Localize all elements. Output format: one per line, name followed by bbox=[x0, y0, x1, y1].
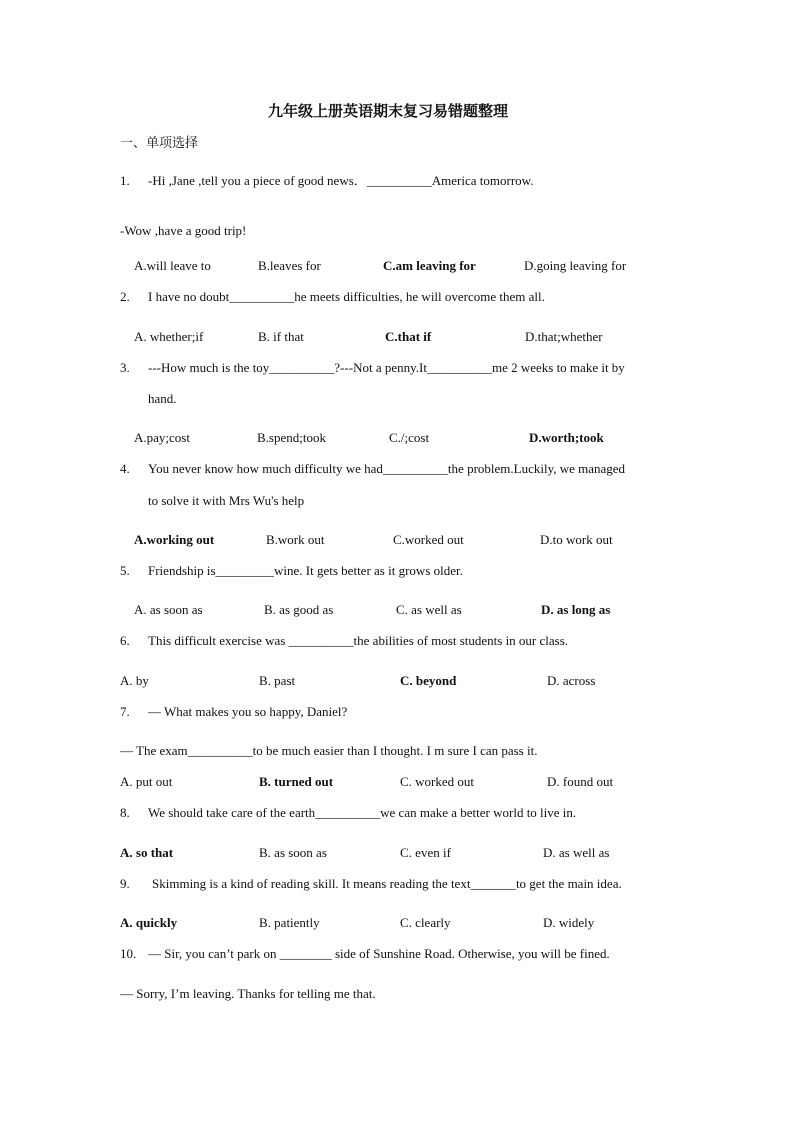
question-number: 10. bbox=[120, 946, 137, 961]
option-d: D.going leaving for bbox=[524, 258, 627, 273]
question-text-continued: to solve it with Mrs Wu's help bbox=[148, 493, 305, 508]
option-b: B. as soon as bbox=[259, 845, 327, 860]
option-a: A.will leave to bbox=[134, 258, 211, 273]
option-a: A. by bbox=[120, 673, 149, 688]
question-reply: — The exam__________to be much easier than I thought. I m sure I can pass it. bbox=[120, 743, 538, 758]
question-reply: — Sorry, I’m leaving. Thanks for telling me that. bbox=[120, 986, 376, 1001]
option-c-answer: C.that if bbox=[385, 329, 432, 344]
question-number: 4. bbox=[120, 461, 130, 476]
option-a: A. put out bbox=[120, 774, 173, 789]
option-d: D.to work out bbox=[540, 532, 613, 547]
option-c-answer: C. beyond bbox=[400, 673, 457, 688]
option-b: B. if that bbox=[258, 329, 304, 344]
question-text: This difficult exercise was __________the abilities of most students in our class. bbox=[148, 633, 569, 648]
option-a-answer: A. so that bbox=[120, 845, 174, 860]
option-d-answer: D. as long as bbox=[541, 602, 611, 617]
option-c-answer: C.am leaving for bbox=[383, 258, 476, 273]
page-title: 九年级上册英语期末复习易错题整理 bbox=[268, 104, 509, 120]
option-b: B.leaves for bbox=[258, 258, 321, 273]
option-a-answer: A. quickly bbox=[120, 915, 178, 930]
question-number: 7. bbox=[120, 704, 130, 719]
option-d: D.that;whether bbox=[525, 329, 603, 344]
option-d: D. widely bbox=[543, 915, 595, 930]
option-b: B. past bbox=[259, 673, 296, 688]
option-b: B.spend;took bbox=[257, 430, 326, 445]
option-b: B. as good as bbox=[264, 602, 334, 617]
option-c: C. even if bbox=[400, 845, 451, 860]
question-text: ---How much is the toy__________?---Not a penny.It__________me 2 weeks to make it by bbox=[148, 360, 625, 375]
option-a-answer: A.working out bbox=[134, 532, 215, 547]
question-number: 5. bbox=[120, 563, 130, 578]
question-text: Friendship is_________wine. It gets better as it grows older. bbox=[148, 563, 463, 578]
option-a: A. whether;if bbox=[134, 329, 204, 344]
option-b: B. patiently bbox=[259, 915, 320, 930]
option-a: A. as soon as bbox=[134, 602, 203, 617]
question-number: 6. bbox=[120, 633, 130, 648]
question-number: 1. bbox=[120, 173, 130, 188]
option-a: A.pay;cost bbox=[134, 430, 190, 445]
option-c: C.worked out bbox=[393, 532, 464, 547]
option-c: C. as well as bbox=[396, 602, 462, 617]
question-number: 3. bbox=[120, 360, 130, 375]
question-text: — Sir, you can’t park on ________ side of Sunshine Road. Otherwise, you will be fined. bbox=[148, 946, 610, 961]
option-d: D. as well as bbox=[543, 845, 610, 860]
option-c: C. worked out bbox=[400, 774, 475, 789]
option-b: B.work out bbox=[266, 532, 325, 547]
option-d: D. across bbox=[547, 673, 596, 688]
option-c: C./;cost bbox=[389, 430, 430, 445]
option-b-answer: B. turned out bbox=[259, 774, 334, 789]
question-reply: -Wow ,have a good trip! bbox=[120, 223, 247, 238]
option-d: D. found out bbox=[547, 774, 614, 789]
option-d-answer: D.worth;took bbox=[529, 430, 604, 445]
question-text: We should take care of the earth__________we can make a better world to live in. bbox=[148, 805, 577, 820]
question-text: You never know how much difficulty we had__________the problem.Luckily, we managed bbox=[148, 461, 626, 476]
question-text: — What makes you so happy, Daniel? bbox=[148, 704, 348, 719]
question-number: 9. bbox=[120, 876, 130, 891]
question-number: 8. bbox=[120, 805, 130, 820]
section-heading: 一、单项选择 bbox=[120, 135, 199, 150]
question-text: Skimming is a kind of reading skill. It means reading the text_______to get the main idea. bbox=[152, 876, 622, 891]
question-number: 2. bbox=[120, 289, 130, 304]
option-c: C. clearly bbox=[400, 915, 451, 930]
question-text: -Hi ,Jane ,tell you a piece of good news．__________America tomorrow. bbox=[148, 173, 534, 188]
question-text: I have no doubt__________he meets difficulties, he will overcome them all. bbox=[148, 289, 545, 304]
question-text-continued: hand. bbox=[148, 391, 177, 406]
